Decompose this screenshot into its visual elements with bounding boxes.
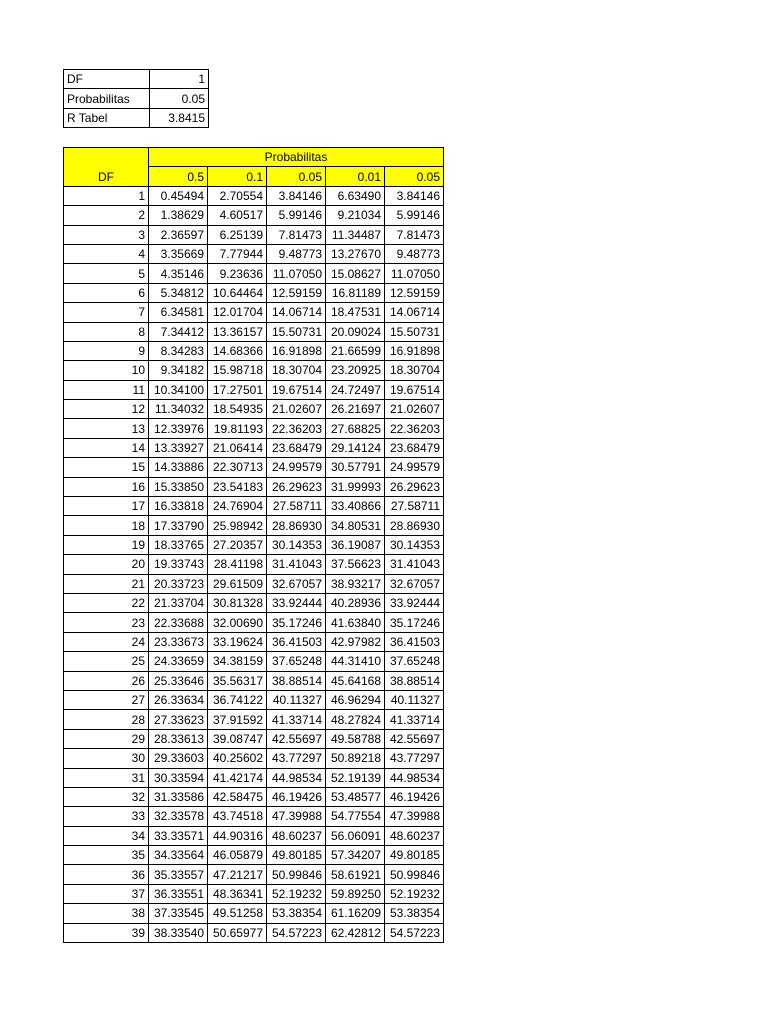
value-cell[interactable]: 24.76904	[208, 497, 267, 516]
df-cell[interactable]: 33	[64, 807, 149, 826]
value-cell[interactable]: 6.25139	[208, 225, 267, 244]
value-cell[interactable]: 44.98534	[385, 768, 444, 787]
value-cell[interactable]: 25.98942	[208, 516, 267, 535]
value-cell[interactable]: 46.05879	[208, 846, 267, 865]
table-row	[64, 923, 444, 942]
value-cell[interactable]: 30.14353	[385, 535, 444, 554]
table-row	[64, 186, 444, 205]
value-cell[interactable]: 31.33586	[149, 787, 208, 806]
table-row	[64, 787, 444, 806]
value-cell[interactable]: 62.42812	[326, 923, 385, 942]
value-cell[interactable]: 23.54183	[208, 477, 267, 496]
table-row	[64, 593, 444, 612]
df-cell[interactable]: 31	[64, 768, 149, 787]
value-cell[interactable]: 54.77554	[326, 807, 385, 826]
value-cell[interactable]: 28.86930	[385, 516, 444, 535]
value-cell[interactable]: 8.34283	[149, 341, 208, 360]
table-row	[64, 458, 444, 477]
value-cell[interactable]: 12.59159	[267, 283, 326, 302]
table-row	[64, 826, 444, 845]
table-row	[64, 206, 444, 225]
df-cell[interactable]: 13	[64, 419, 149, 438]
value-cell[interactable]: 49.51258	[208, 904, 267, 923]
value-cell[interactable]: 48.27824	[326, 710, 385, 729]
value-cell[interactable]: 58.61921	[326, 865, 385, 884]
table-row	[64, 244, 444, 263]
value-cell[interactable]: 52.19232	[267, 884, 326, 903]
value-cell[interactable]: 32.33578	[149, 807, 208, 826]
df-cell[interactable]: 20	[64, 555, 149, 574]
df-cell[interactable]: 3	[64, 225, 149, 244]
df-cell[interactable]: 26	[64, 671, 149, 690]
value-cell[interactable]: 16.91898	[267, 341, 326, 360]
df-cell[interactable]: 9	[64, 341, 149, 360]
value-cell[interactable]: 48.60237	[267, 826, 326, 845]
value-cell[interactable]: 4.35146	[149, 264, 208, 283]
value-cell[interactable]: 36.33551	[149, 884, 208, 903]
table-row	[64, 225, 444, 244]
value-cell[interactable]: 30.57791	[326, 458, 385, 477]
value-cell[interactable]: 28.41198	[208, 555, 267, 574]
value-cell[interactable]: 42.55697	[385, 729, 444, 748]
value-cell[interactable]: 40.25602	[208, 749, 267, 768]
value-cell[interactable]: 46.19426	[385, 787, 444, 806]
value-cell[interactable]: 15.50731	[267, 322, 326, 341]
value-cell[interactable]: 35.17246	[385, 613, 444, 632]
summary-label-cell[interactable]: DF	[64, 70, 150, 89]
column-header-cell[interactable]: 0.01	[326, 167, 385, 186]
value-cell[interactable]: 48.36341	[208, 884, 267, 903]
value-cell[interactable]: 15.50731	[385, 322, 444, 341]
value-cell[interactable]: 12.33976	[149, 419, 208, 438]
value-cell[interactable]: 49.80185	[267, 846, 326, 865]
summary-value-cell[interactable]: 1	[150, 70, 209, 89]
value-cell[interactable]: 15.08627	[326, 264, 385, 283]
value-cell[interactable]: 41.33714	[385, 710, 444, 729]
value-cell[interactable]: 37.91592	[208, 710, 267, 729]
df-cell[interactable]: 21	[64, 574, 149, 593]
column-header-cell[interactable]: 0.05	[267, 167, 326, 186]
value-cell[interactable]: 7.77944	[208, 244, 267, 263]
table-row	[64, 884, 444, 903]
df-cell[interactable]: 14	[64, 438, 149, 457]
value-cell[interactable]: 19.67514	[267, 380, 326, 399]
df-cell[interactable]: 7	[64, 303, 149, 322]
value-cell[interactable]: 42.58475	[208, 787, 267, 806]
value-cell[interactable]: 18.47531	[326, 303, 385, 322]
value-cell[interactable]: 29.14124	[326, 438, 385, 457]
table-row	[64, 264, 444, 283]
df-cell[interactable]: 22	[64, 593, 149, 612]
value-cell[interactable]: 30.14353	[267, 535, 326, 554]
df-cell[interactable]: 2	[64, 206, 149, 225]
value-cell[interactable]: 13.33927	[149, 438, 208, 457]
value-cell[interactable]: 44.90316	[208, 826, 267, 845]
value-cell[interactable]: 53.38354	[385, 904, 444, 923]
value-cell[interactable]: 29.61509	[208, 574, 267, 593]
value-cell[interactable]: 12.01704	[208, 303, 267, 322]
value-cell[interactable]: 16.33818	[149, 497, 208, 516]
value-cell[interactable]: 38.33540	[149, 923, 208, 942]
value-cell[interactable]: 21.06414	[208, 438, 267, 457]
table-row	[64, 671, 444, 690]
value-cell[interactable]: 16.81189	[326, 283, 385, 302]
value-cell[interactable]: 28.86930	[267, 516, 326, 535]
df-header[interactable]: DF	[64, 148, 149, 187]
df-cell[interactable]: 28	[64, 710, 149, 729]
value-cell[interactable]: 43.77297	[385, 749, 444, 768]
value-cell[interactable]: 40.11327	[267, 690, 326, 709]
summary-label-cell[interactable]: R Tabel	[64, 108, 150, 127]
value-cell[interactable]: 15.33850	[149, 477, 208, 496]
value-cell[interactable]: 10.34100	[149, 380, 208, 399]
value-cell[interactable]: 15.98718	[208, 361, 267, 380]
value-cell[interactable]: 31.41043	[267, 555, 326, 574]
df-cell[interactable]: 4	[64, 244, 149, 263]
value-cell[interactable]: 7.34412	[149, 322, 208, 341]
table-row	[64, 419, 444, 438]
value-cell[interactable]: 9.48773	[385, 244, 444, 263]
value-cell[interactable]: 35.33557	[149, 865, 208, 884]
df-cell[interactable]: 12	[64, 400, 149, 419]
df-cell[interactable]: 8	[64, 322, 149, 341]
value-cell[interactable]: 36.41503	[385, 632, 444, 651]
value-cell[interactable]: 52.19139	[326, 768, 385, 787]
value-cell[interactable]: 37.65248	[385, 652, 444, 671]
df-cell[interactable]: 11	[64, 380, 149, 399]
value-cell[interactable]: 14.06714	[385, 303, 444, 322]
value-cell[interactable]: 43.74518	[208, 807, 267, 826]
value-cell[interactable]: 31.41043	[385, 555, 444, 574]
value-cell[interactable]: 54.57223	[267, 923, 326, 942]
value-cell[interactable]: 20.33723	[149, 574, 208, 593]
value-cell[interactable]: 21.02607	[267, 400, 326, 419]
value-cell[interactable]: 39.08747	[208, 729, 267, 748]
value-cell[interactable]: 23.33673	[149, 632, 208, 651]
value-cell[interactable]: 36.19087	[326, 535, 385, 554]
value-cell[interactable]: 44.98534	[267, 768, 326, 787]
value-cell[interactable]: 54.57223	[385, 923, 444, 942]
value-cell[interactable]: 40.28936	[326, 593, 385, 612]
df-cell[interactable]: 34	[64, 826, 149, 845]
value-cell[interactable]: 13.36157	[208, 322, 267, 341]
summary-table	[63, 69, 209, 128]
df-cell[interactable]: 35	[64, 846, 149, 865]
df-cell[interactable]: 37	[64, 884, 149, 903]
value-cell[interactable]: 14.33886	[149, 458, 208, 477]
value-cell[interactable]: 53.48577	[326, 787, 385, 806]
value-cell[interactable]: 9.23636	[208, 264, 267, 283]
table-row	[64, 846, 444, 865]
table-row	[64, 438, 444, 457]
value-cell[interactable]: 25.33646	[149, 671, 208, 690]
summary-label-cell[interactable]: Probabilitas	[64, 89, 150, 108]
value-cell[interactable]: 16.91898	[385, 341, 444, 360]
value-cell[interactable]: 5.34812	[149, 283, 208, 302]
value-cell[interactable]: 30.33594	[149, 768, 208, 787]
value-cell[interactable]: 18.30704	[385, 361, 444, 380]
value-cell[interactable]: 48.60237	[385, 826, 444, 845]
value-cell[interactable]: 37.56623	[326, 555, 385, 574]
table-row	[64, 535, 444, 554]
table-row	[64, 516, 444, 535]
value-cell[interactable]: 21.02607	[385, 400, 444, 419]
summary-row	[64, 89, 209, 108]
column-header-cell[interactable]: 0.5	[149, 167, 208, 186]
df-cell[interactable]: 36	[64, 865, 149, 884]
table-row	[64, 400, 444, 419]
chi-square-table	[63, 147, 444, 943]
value-cell[interactable]: 3.84146	[385, 186, 444, 205]
table-row	[64, 729, 444, 748]
value-cell[interactable]: 28.33613	[149, 729, 208, 748]
table-row	[64, 710, 444, 729]
value-cell[interactable]: 24.72497	[326, 380, 385, 399]
value-cell[interactable]: 27.68825	[326, 419, 385, 438]
value-cell[interactable]: 42.55697	[267, 729, 326, 748]
df-cell[interactable]: 5	[64, 264, 149, 283]
value-cell[interactable]: 34.33564	[149, 846, 208, 865]
column-header-cell[interactable]: 0.1	[208, 167, 267, 186]
table-row	[64, 690, 444, 709]
table-row	[64, 361, 444, 380]
table-row	[64, 477, 444, 496]
df-cell[interactable]: 18	[64, 516, 149, 535]
value-cell[interactable]: 27.33623	[149, 710, 208, 729]
value-cell[interactable]: 35.56317	[208, 671, 267, 690]
summary-row	[64, 70, 209, 89]
value-cell[interactable]: 18.30704	[267, 361, 326, 380]
value-cell[interactable]: 9.34182	[149, 361, 208, 380]
table-row	[64, 749, 444, 768]
value-cell[interactable]: 36.74122	[208, 690, 267, 709]
value-cell[interactable]: 29.33603	[149, 749, 208, 768]
value-cell[interactable]: 18.54935	[208, 400, 267, 419]
value-cell[interactable]: 33.40866	[326, 497, 385, 516]
value-cell[interactable]: 32.67057	[385, 574, 444, 593]
value-cell[interactable]: 7.81473	[385, 225, 444, 244]
table-row	[64, 768, 444, 787]
value-cell[interactable]: 34.80531	[326, 516, 385, 535]
value-cell[interactable]: 24.99579	[385, 458, 444, 477]
table-row	[64, 555, 444, 574]
value-cell[interactable]: 26.29623	[385, 477, 444, 496]
header-row-group	[64, 148, 444, 167]
df-cell[interactable]: 1	[64, 186, 149, 205]
value-cell[interactable]: 42.97982	[326, 632, 385, 651]
df-cell[interactable]: 38	[64, 904, 149, 923]
value-cell[interactable]: 12.59159	[385, 283, 444, 302]
value-cell[interactable]: 45.64168	[326, 671, 385, 690]
df-cell[interactable]: 29	[64, 729, 149, 748]
summary-row	[64, 108, 209, 127]
table-row	[64, 380, 444, 399]
value-cell[interactable]: 53.38354	[267, 904, 326, 923]
value-cell[interactable]: 11.07050	[385, 264, 444, 283]
value-cell[interactable]: 59.89250	[326, 884, 385, 903]
value-cell[interactable]: 0.45494	[149, 186, 208, 205]
value-cell[interactable]: 19.33743	[149, 555, 208, 574]
df-cell[interactable]: 17	[64, 497, 149, 516]
value-cell[interactable]: 24.33659	[149, 652, 208, 671]
value-cell[interactable]: 14.06714	[267, 303, 326, 322]
value-cell[interactable]: 24.99579	[267, 458, 326, 477]
df-cell[interactable]: 39	[64, 923, 149, 942]
value-cell[interactable]: 43.77297	[267, 749, 326, 768]
value-cell[interactable]: 47.21217	[208, 865, 267, 884]
value-cell[interactable]: 61.16209	[326, 904, 385, 923]
value-cell[interactable]: 6.63490	[326, 186, 385, 205]
value-cell[interactable]: 36.41503	[267, 632, 326, 651]
value-cell[interactable]: 19.67514	[385, 380, 444, 399]
value-cell[interactable]: 19.81193	[208, 419, 267, 438]
value-cell[interactable]: 34.38159	[208, 652, 267, 671]
table-row	[64, 341, 444, 360]
value-cell[interactable]: 23.68479	[267, 438, 326, 457]
table-row	[64, 807, 444, 826]
value-cell[interactable]: 23.68479	[385, 438, 444, 457]
value-cell[interactable]: 2.70554	[208, 186, 267, 205]
df-cell[interactable]: 25	[64, 652, 149, 671]
value-cell[interactable]: 30.81328	[208, 593, 267, 612]
value-cell[interactable]: 9.21034	[326, 206, 385, 225]
df-cell[interactable]: 24	[64, 632, 149, 651]
value-cell[interactable]: 56.06091	[326, 826, 385, 845]
value-cell[interactable]: 38.88514	[385, 671, 444, 690]
value-cell[interactable]: 52.19232	[385, 884, 444, 903]
value-cell[interactable]: 22.33688	[149, 613, 208, 632]
value-cell[interactable]: 11.34487	[326, 225, 385, 244]
value-cell[interactable]: 26.21697	[326, 400, 385, 419]
value-cell[interactable]: 18.33765	[149, 535, 208, 554]
value-cell[interactable]: 33.19624	[208, 632, 267, 651]
value-cell[interactable]: 50.65977	[208, 923, 267, 942]
value-cell[interactable]: 57.34207	[326, 846, 385, 865]
table-row	[64, 865, 444, 884]
value-cell[interactable]: 5.99146	[267, 206, 326, 225]
table-row	[64, 652, 444, 671]
value-cell[interactable]: 26.33634	[149, 690, 208, 709]
table-row	[64, 283, 444, 302]
df-cell[interactable]: 19	[64, 535, 149, 554]
table-row	[64, 904, 444, 923]
value-cell[interactable]: 40.11327	[385, 690, 444, 709]
value-cell[interactable]: 31.99993	[326, 477, 385, 496]
summary-value-cell[interactable]: 0.05	[150, 89, 209, 108]
table-row	[64, 574, 444, 593]
value-cell[interactable]: 22.36203	[385, 419, 444, 438]
value-cell[interactable]: 2.36597	[149, 225, 208, 244]
value-cell[interactable]: 35.17246	[267, 613, 326, 632]
df-cell[interactable]: 27	[64, 690, 149, 709]
df-cell[interactable]: 6	[64, 283, 149, 302]
value-cell[interactable]: 50.89218	[326, 749, 385, 768]
value-cell[interactable]: 3.84146	[267, 186, 326, 205]
value-cell[interactable]: 9.48773	[267, 244, 326, 263]
table-row	[64, 497, 444, 516]
value-cell[interactable]: 10.64464	[208, 283, 267, 302]
value-cell[interactable]: 17.27501	[208, 380, 267, 399]
table-row	[64, 613, 444, 632]
value-cell[interactable]: 33.92444	[267, 593, 326, 612]
value-cell[interactable]: 47.39988	[385, 807, 444, 826]
df-cell[interactable]: 32	[64, 787, 149, 806]
value-cell[interactable]: 49.58788	[326, 729, 385, 748]
df-cell[interactable]: 15	[64, 458, 149, 477]
value-cell[interactable]: 41.33714	[267, 710, 326, 729]
probabilitas-header[interactable]: Probabilitas	[149, 148, 444, 167]
table-row	[64, 632, 444, 651]
df-cell[interactable]: 10	[64, 361, 149, 380]
df-cell[interactable]: 30	[64, 749, 149, 768]
value-cell[interactable]: 38.88514	[267, 671, 326, 690]
value-cell[interactable]: 26.29623	[267, 477, 326, 496]
value-cell[interactable]: 6.34581	[149, 303, 208, 322]
value-cell[interactable]: 4.60517	[208, 206, 267, 225]
value-cell[interactable]: 11.34032	[149, 400, 208, 419]
value-cell[interactable]: 37.65248	[267, 652, 326, 671]
value-cell[interactable]: 17.33790	[149, 516, 208, 535]
value-cell[interactable]: 37.33545	[149, 904, 208, 923]
value-cell[interactable]: 41.63840	[326, 613, 385, 632]
value-cell[interactable]: 11.07050	[267, 264, 326, 283]
value-cell[interactable]: 27.58711	[385, 497, 444, 516]
value-cell[interactable]: 46.19426	[267, 787, 326, 806]
value-cell[interactable]: 21.33704	[149, 593, 208, 612]
value-cell[interactable]: 22.30713	[208, 458, 267, 477]
value-cell[interactable]: 3.35669	[149, 244, 208, 263]
value-cell[interactable]: 13.27670	[326, 244, 385, 263]
value-cell[interactable]: 27.20357	[208, 535, 267, 554]
value-cell[interactable]: 22.36203	[267, 419, 326, 438]
summary-value-cell[interactable]: 3.8415	[150, 108, 209, 127]
df-cell[interactable]: 16	[64, 477, 149, 496]
value-cell[interactable]: 23.20925	[326, 361, 385, 380]
value-cell[interactable]: 46.96294	[326, 690, 385, 709]
df-cell[interactable]: 23	[64, 613, 149, 632]
value-cell[interactable]: 33.92444	[385, 593, 444, 612]
table-row	[64, 303, 444, 322]
value-cell[interactable]: 1.38629	[149, 206, 208, 225]
value-cell[interactable]: 21.66599	[326, 341, 385, 360]
value-cell[interactable]: 32.00690	[208, 613, 267, 632]
value-cell[interactable]: 50.99846	[267, 865, 326, 884]
value-cell[interactable]: 7.81473	[267, 225, 326, 244]
value-cell[interactable]: 14.68366	[208, 341, 267, 360]
value-cell[interactable]: 38.93217	[326, 574, 385, 593]
value-cell[interactable]: 20.09024	[326, 322, 385, 341]
value-cell[interactable]: 5.99146	[385, 206, 444, 225]
value-cell[interactable]: 41.42174	[208, 768, 267, 787]
table-row	[64, 322, 444, 341]
value-cell[interactable]: 50.99846	[385, 865, 444, 884]
value-cell[interactable]: 47.39988	[267, 807, 326, 826]
value-cell[interactable]: 32.67057	[267, 574, 326, 593]
value-cell[interactable]: 27.58711	[267, 497, 326, 516]
value-cell[interactable]: 33.33571	[149, 826, 208, 845]
column-header-cell[interactable]: 0.05	[385, 167, 444, 186]
value-cell[interactable]: 44.31410	[326, 652, 385, 671]
value-cell[interactable]: 49.80185	[385, 846, 444, 865]
